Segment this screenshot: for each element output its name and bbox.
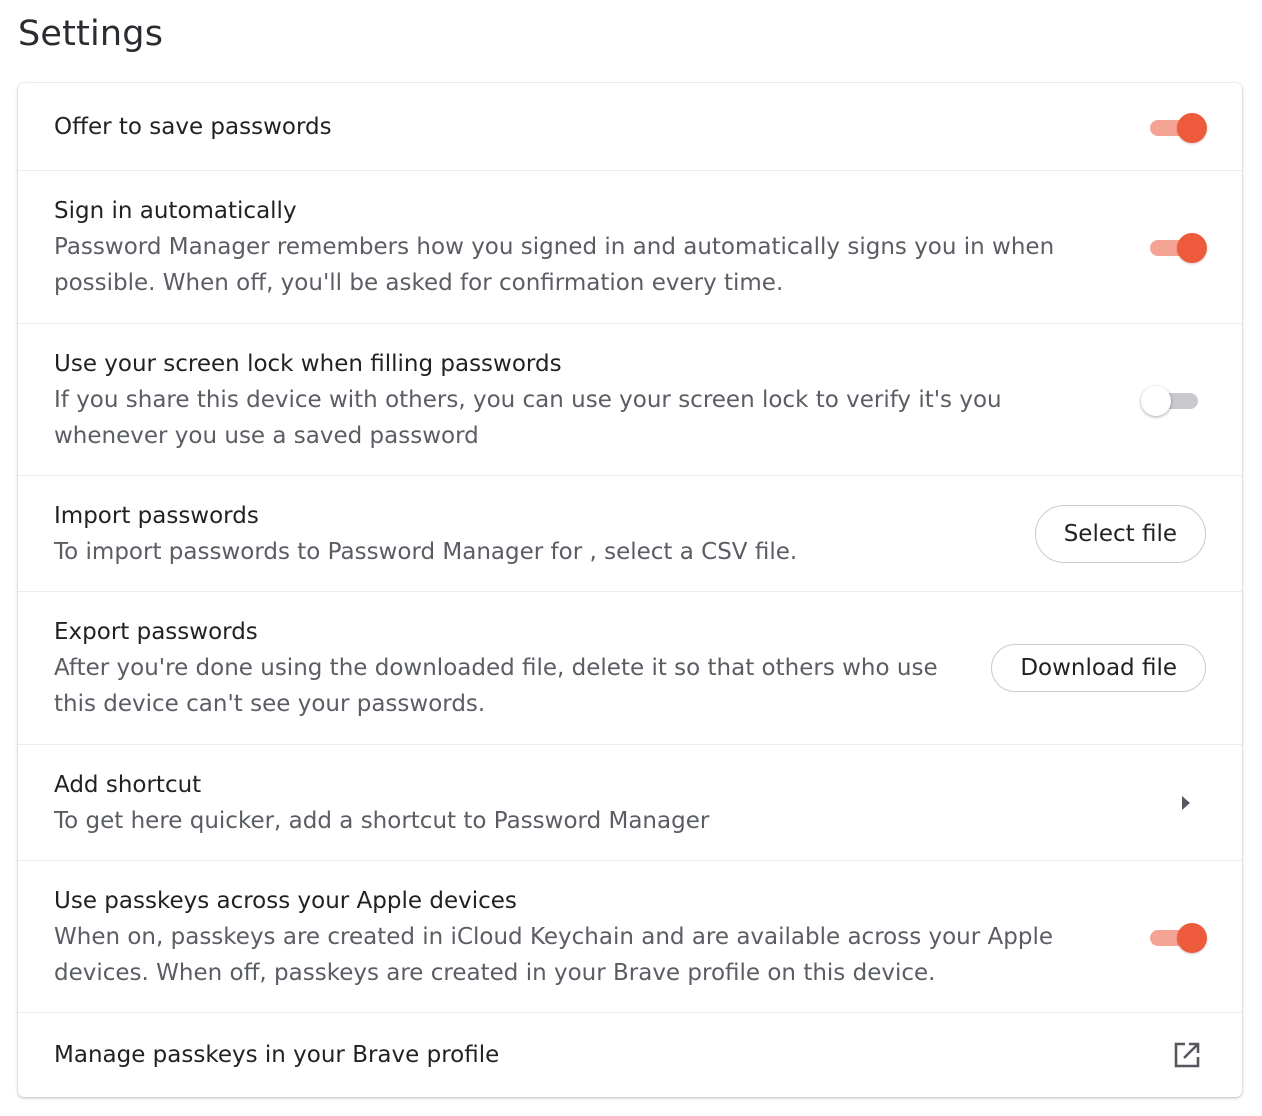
setting-title: Sign in automatically bbox=[54, 198, 297, 224]
page-title: Settings bbox=[18, 14, 164, 54]
screen-lock-toggle[interactable] bbox=[1142, 385, 1200, 415]
download-file-button[interactable]: Download file bbox=[991, 644, 1206, 692]
setting-title: Add shortcut bbox=[54, 771, 202, 798]
setting-description: When on, passkeys are created in iCloud Keychain and are available across your Apple devices. When off, passkeys are created in your Brave profile on this device. bbox=[54, 923, 1053, 986]
setting-title: Offer to save passwords bbox=[54, 113, 332, 140]
setting-title: Use passkeys across your Apple devices bbox=[54, 887, 517, 914]
setting-title: Manage passkeys in your Brave profile bbox=[54, 1042, 500, 1068]
setting-row-export bbox=[18, 591, 1242, 744]
setting-description: If you share this device with others, you can use your screen lock to verify it's you whenever you use a saved password bbox=[54, 386, 1002, 449]
setting-title: Export passwords bbox=[54, 619, 258, 645]
setting-row-add-shortcut[interactable] bbox=[18, 744, 1242, 860]
select-file-button[interactable]: Select file bbox=[1035, 505, 1206, 563]
settings-card bbox=[18, 83, 1242, 1097]
offer-save-toggle[interactable] bbox=[1148, 112, 1206, 142]
setting-row-screen-lock[interactable] bbox=[18, 323, 1242, 475]
setting-title: Import passwords bbox=[54, 502, 259, 529]
setting-description: Password Manager remembers how you signed in and automatically signs you in when possible. When off, you'll be asked for confirmation every time. bbox=[54, 234, 1055, 296]
chevron-right-icon[interactable] bbox=[1182, 796, 1190, 810]
setting-description: To get here quicker, add a shortcut to Password Manager bbox=[54, 807, 710, 834]
passkeys-apple-toggle[interactable] bbox=[1148, 922, 1206, 952]
setting-description: To import passwords to Password Manager for , select a CSV file. bbox=[54, 538, 798, 565]
setting-row-manage-passkeys[interactable] bbox=[18, 1012, 1242, 1097]
setting-row-import bbox=[18, 475, 1242, 591]
setting-title: Use your screen lock when filling passwords bbox=[54, 350, 562, 377]
setting-row-sign-in[interactable] bbox=[18, 170, 1242, 323]
setting-description: After you're done using the downloaded file, delete it so that others who use this device can't see your passwords. bbox=[54, 655, 938, 717]
external-link-icon[interactable] bbox=[1172, 1040, 1202, 1070]
setting-row-offer-save[interactable] bbox=[18, 83, 1242, 170]
setting-row-passkeys-apple[interactable] bbox=[18, 860, 1242, 1012]
sign-in-toggle[interactable] bbox=[1148, 232, 1206, 262]
